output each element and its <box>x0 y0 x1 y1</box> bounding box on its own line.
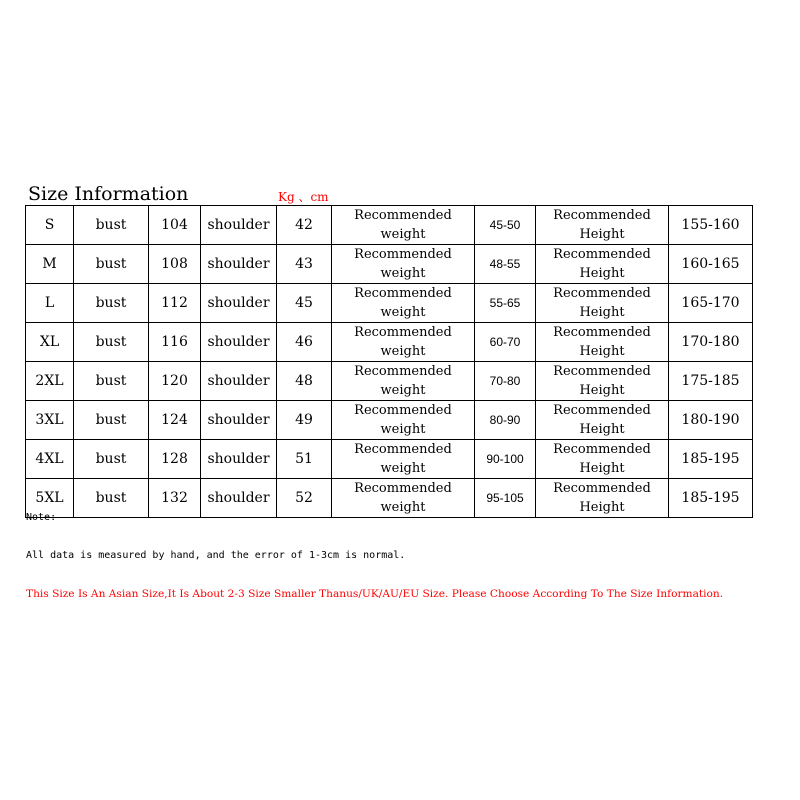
table-row <box>26 245 753 284</box>
weight-label-cell <box>332 206 475 245</box>
cell-line: weight <box>380 305 426 320</box>
height-label-cell <box>536 401 669 440</box>
weight-value-cell: 95-105 <box>475 479 536 518</box>
cell-line: Recommended <box>354 403 452 418</box>
weight-value-cell: 55-65 <box>475 284 536 323</box>
cell-line: Height <box>579 227 625 242</box>
weight-label-cell <box>332 479 475 518</box>
cell-line: Recommended <box>354 208 452 223</box>
cell-line: weight <box>380 500 426 515</box>
weight-value-cell: 90-100 <box>475 440 536 479</box>
height-label-cell <box>536 479 669 518</box>
weight-label-cell <box>332 401 475 440</box>
shoulder-label-cell: shoulder <box>201 323 277 362</box>
height-value-cell: 175-185 <box>669 362 753 401</box>
height-value-cell: 160-165 <box>669 245 753 284</box>
cell-line: Recommended <box>553 325 651 340</box>
bust-value-cell: 108 <box>149 245 201 284</box>
bust-value-cell: 120 <box>149 362 201 401</box>
bust-value-cell: 112 <box>149 284 201 323</box>
table-row <box>26 206 753 245</box>
height-label-cell <box>536 440 669 479</box>
size-cell: 4XL <box>26 440 74 479</box>
height-value-cell: 170-180 <box>669 323 753 362</box>
bust-label-cell: bust <box>74 245 149 284</box>
shoulder-label-cell: shoulder <box>201 401 277 440</box>
bust-label-cell: bust <box>74 323 149 362</box>
cell-line: Recommended <box>354 481 452 496</box>
cell-line: Recommended <box>354 247 452 262</box>
cell-line: weight <box>380 344 426 359</box>
table-row <box>26 323 753 362</box>
size-cell: S <box>26 206 74 245</box>
shoulder-value-cell: 46 <box>277 323 332 362</box>
shoulder-value-cell: 43 <box>277 245 332 284</box>
shoulder-label-cell: shoulder <box>201 440 277 479</box>
cell-line: Recommended <box>553 403 651 418</box>
table-row <box>26 440 753 479</box>
bust-value-cell: 132 <box>149 479 201 518</box>
cell-line: Recommended <box>354 442 452 457</box>
weight-value-cell: 60-70 <box>475 323 536 362</box>
bust-label-cell: bust <box>74 479 149 518</box>
table-row <box>26 362 753 401</box>
note-label: Note: <box>26 512 57 523</box>
weight-value-cell: 45-50 <box>475 206 536 245</box>
table-row <box>26 479 753 518</box>
weight-label-cell <box>332 245 475 284</box>
shoulder-value-cell: 51 <box>277 440 332 479</box>
shoulder-label-cell: shoulder <box>201 284 277 323</box>
weight-value-cell: 48-55 <box>475 245 536 284</box>
bust-label-cell: bust <box>74 362 149 401</box>
height-label-cell <box>536 206 669 245</box>
cell-line: weight <box>380 422 426 437</box>
size-cell: XL <box>26 323 74 362</box>
shoulder-value-cell: 48 <box>277 362 332 401</box>
height-label-cell <box>536 284 669 323</box>
shoulder-value-cell: 49 <box>277 401 332 440</box>
cell-line: Height <box>579 422 625 437</box>
height-value-cell: 165-170 <box>669 284 753 323</box>
bust-value-cell: 116 <box>149 323 201 362</box>
cell-line: weight <box>380 227 426 242</box>
shoulder-value-cell: 42 <box>277 206 332 245</box>
bust-label-cell: bust <box>74 284 149 323</box>
shoulder-value-cell: 52 <box>277 479 332 518</box>
bust-value-cell: 124 <box>149 401 201 440</box>
table-row <box>26 401 753 440</box>
height-label-cell <box>536 245 669 284</box>
table-row <box>26 284 753 323</box>
height-label-cell <box>536 362 669 401</box>
bust-label-cell: bust <box>74 440 149 479</box>
size-warning: This Size Is An Asian Size,It Is About 2-3 Size Smaller Thanus/UK/AU/EU Size. Please Choose According To The Size Information. <box>26 588 724 600</box>
cell-line: Recommended <box>553 481 651 496</box>
size-cell: M <box>26 245 74 284</box>
measurement-note: All data is measured by hand, and the error of 1-3cm is normal. <box>26 550 406 561</box>
cell-line: Recommended <box>553 286 651 301</box>
size-cell: L <box>26 284 74 323</box>
units-label: Kg 、cm <box>278 190 329 204</box>
height-value-cell: 180-190 <box>669 401 753 440</box>
page-title: Size Information <box>28 183 189 205</box>
shoulder-label-cell: shoulder <box>201 362 277 401</box>
weight-label-cell <box>332 440 475 479</box>
cell-line: Recommended <box>354 364 452 379</box>
height-value-cell: 185-195 <box>669 479 753 518</box>
bust-label-cell: bust <box>74 401 149 440</box>
cell-line: Recommended <box>553 247 651 262</box>
height-value-cell: 155-160 <box>669 206 753 245</box>
cell-line: Recommended <box>553 442 651 457</box>
cell-line: weight <box>380 461 426 476</box>
cell-line: Height <box>579 344 625 359</box>
cell-line: Height <box>579 383 625 398</box>
weight-value-cell: 70-80 <box>475 362 536 401</box>
cell-line: weight <box>380 266 426 281</box>
cell-line: weight <box>380 383 426 398</box>
cell-line: Height <box>579 461 625 476</box>
cell-line: Recommended <box>553 364 651 379</box>
shoulder-label-cell: shoulder <box>201 245 277 284</box>
height-label-cell <box>536 323 669 362</box>
size-cell: 2XL <box>26 362 74 401</box>
cell-line: Recommended <box>553 208 651 223</box>
weight-label-cell <box>332 284 475 323</box>
weight-value-cell: 80-90 <box>475 401 536 440</box>
weight-label-cell <box>332 323 475 362</box>
cell-line: Recommended <box>354 325 452 340</box>
bust-value-cell: 104 <box>149 206 201 245</box>
cell-line: Height <box>579 305 625 320</box>
shoulder-value-cell: 45 <box>277 284 332 323</box>
cell-line: Recommended <box>354 286 452 301</box>
shoulder-label-cell: shoulder <box>201 206 277 245</box>
bust-value-cell: 128 <box>149 440 201 479</box>
size-cell: 3XL <box>26 401 74 440</box>
size-table <box>25 205 753 518</box>
shoulder-label-cell: shoulder <box>201 479 277 518</box>
cell-line: Height <box>579 500 625 515</box>
cell-line: Height <box>579 266 625 281</box>
height-value-cell: 185-195 <box>669 440 753 479</box>
size-cell: 5XL <box>26 479 74 518</box>
bust-label-cell: bust <box>74 206 149 245</box>
weight-label-cell <box>332 362 475 401</box>
